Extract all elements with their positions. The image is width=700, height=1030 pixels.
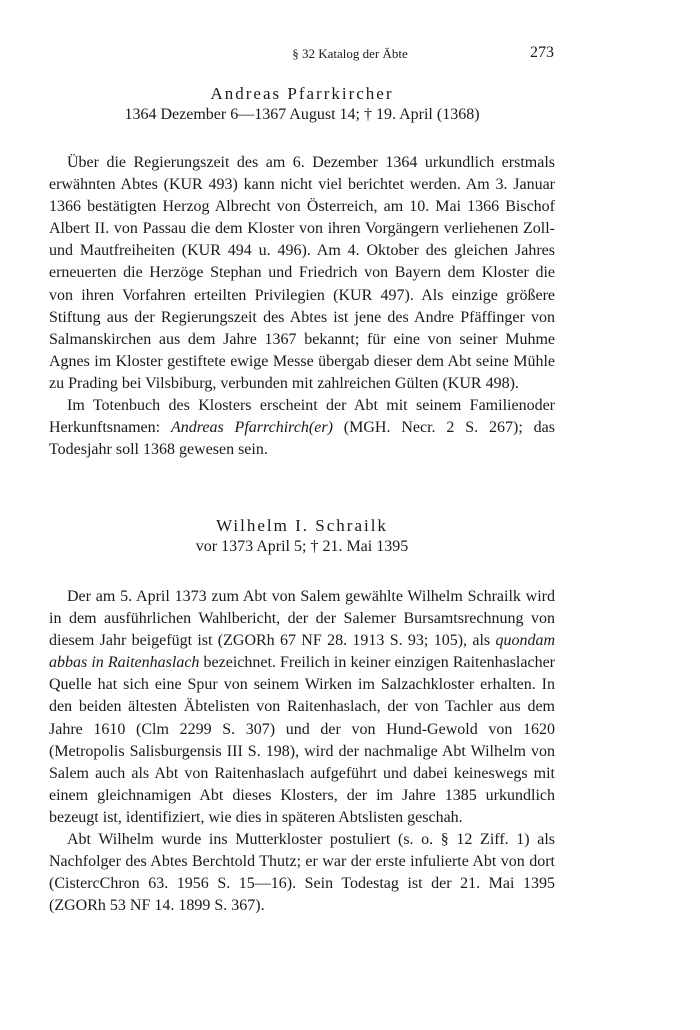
page-number: 273 [530, 44, 554, 61]
paragraph: Abt Wilhelm wurde ins Mutterkloster postuliert (s. o. § 12 Ziff. 1) als Nachfolger des Abtes Berchtold Thutz; er war der erste infulierte Abt von dort (CistercChron 63. 1956 S. 15—16). Sein Todestag ist der 21. Mai 1395 (ZGORh 53 NF 14. 1899 S. 367). [49, 831, 555, 915]
italic-name: Andreas Pfarrchirch(er) [170, 419, 333, 437]
entry-dates: 1364 Dezember 6—1367 August 14; † 19. April (1368) [124, 106, 480, 123]
paragraph: Über die Regierungszeit des am 6. Dezember 1364 urkundlich erstmals erwähnten Abtes (KUR 493) kann nicht viel berichtet werden. Am 3. Januar 1366 bestätigten Herzog Albrecht von Österreich, am 10. Mai 1366 Bischof Albert II. von Passau die dem Kloster von ihren Vorgängern verliehenen Zoll- und Mautfreiheiten (KUR 494 u. 496). Am 4. Oktober des gleichen Jahres erneuerten die Herzöge Stephan und Friedrich von Bayern dem Kloster die von ihren Vorfahren erteilten Privilegien (KUR 497). Als einzige größere Stiftung aus der Regierungszeit des Abtes ist jene des Andre Pfäffinger von Salmanskirchen aus dem Jahre 1367 bekannt; für eine von seiner Muhme Agnes im Kloster gestiftete ewige Messe übergab dieser dem Abt seine Mühle zu Prading bei Vilsbiburg, verbunden mit zahlreichen Gülten (KUR 498). [49, 154, 555, 392]
entry-title: Andreas Pfarrkircher [210, 84, 394, 103]
running-head: § 32 Katalog der Äbte [292, 46, 408, 61]
entry-text [49, 152, 555, 461]
entry-dates: vor 1373 April 5; † 21. Mai 1395 [195, 538, 409, 555]
entry-text [49, 586, 555, 917]
paragraph-text: Der am 5. April 1373 zum Abt von Salem gewählte Wilhelm Schrailk wird in dem ausführlichen Wahlbericht, der der Salemer Bursamtsrechnung von diesem Jahr beigefügt ist (ZGORh 67 NF 28. 1913 S. 93; 105), als [49, 588, 555, 650]
paragraph-text: (MGH. Necr. 2 S. 267); das Todesjahr soll 1368 gewesen sein. [49, 419, 555, 459]
abbot-entry-andreas [49, 84, 555, 461]
italic-quote: quondam abbas in Raitenhaslach [49, 632, 555, 672]
paragraph [49, 586, 555, 829]
entry-title: Wilhelm I. Schrailk [216, 516, 388, 535]
paragraph [49, 395, 555, 461]
paragraph-text: Im Totenbuch des Klosters erscheint der Abt mit seinem Familienoder Herkunftsnamen: [49, 397, 555, 437]
abbot-entry-wilhelm [49, 516, 555, 917]
paragraph-text: bezeichnet. Freilich in keiner einzigen Raitenhaslacher Quelle hat sich eine Spur von seinem Wirken im Salzachkloster erhalten. In den beiden ältesten Äbtelisten von Raitenhaslach, der von Tachler aus dem Jahre 1610 (Clm 2299 S. 307) und der von Hund-Gewold von 1620 (Metropolis Salisburgensis III S. 198), wird der nachmalige Abt Wilhelm von Salem auch als Abt von Raitenhaslach aufgeführt und dabei keineswegs mit einem gleichnamigen Abt dieses Klosters, der im Jahre 1385 urkundlich bezeugt ist, identifiziert, wie dies in späteren Abtslisten geschah. [49, 654, 555, 826]
